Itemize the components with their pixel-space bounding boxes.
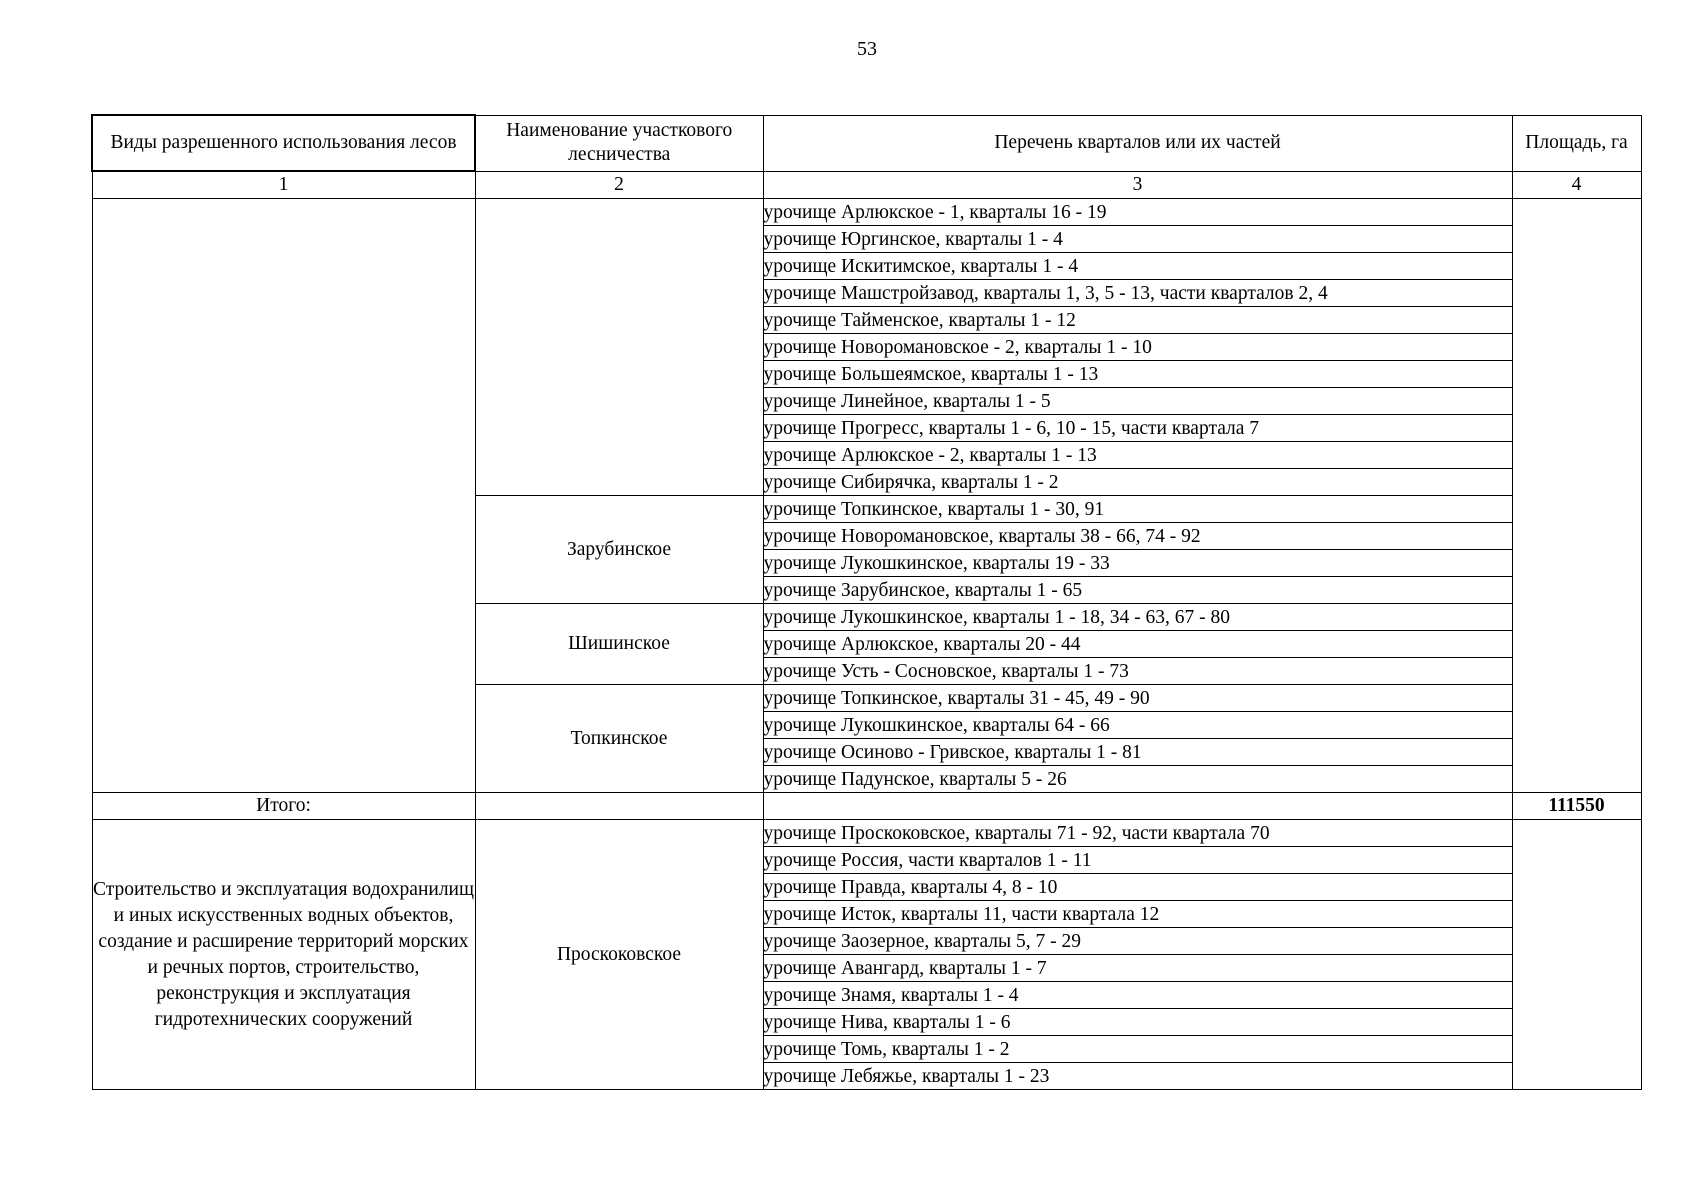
usage-type-cell-empty (92, 199, 475, 793)
quarter-cell: урочище Усть - Сосновское, кварталы 1 - 73 (763, 658, 1512, 685)
total-area-value: 111550 (1512, 793, 1641, 820)
quarter-cell: урочище Новоромановское - 2, кварталы 1 - 10 (763, 334, 1512, 361)
quarter-cell: урочище Нива, кварталы 1 - 6 (763, 1009, 1512, 1036)
quarter-cell: урочище Авангард, кварталы 1 - 7 (763, 955, 1512, 982)
total-label: Итого: (92, 793, 475, 820)
area-cell-empty (1512, 199, 1641, 793)
quarter-cell: урочище Топкинское, кварталы 1 - 30, 91 (763, 496, 1512, 523)
forestry-name-zarubinskoe: Зарубинское (475, 496, 763, 604)
quarter-cell: урочище Тайменское, кварталы 1 - 12 (763, 307, 1512, 334)
quarter-cell: урочище Арлюкское - 2, кварталы 1 - 13 (763, 442, 1512, 469)
column-numbers-row (92, 171, 1641, 199)
usage-type-waterworks: Строительство и эксплуатация водохранилищ и иных искусственных водных объектов, создание и расширение территорий морских и речных портов, строительство, реконструкция и эксплуатация гидротехнических сооружений (92, 820, 475, 1090)
total-forestry-empty (475, 793, 763, 820)
quarter-cell: урочище Новоромановское, кварталы 38 - 66, 74 - 92 (763, 523, 1512, 550)
quarter-cell: урочище Правда, кварталы 4, 8 - 10 (763, 874, 1512, 901)
forest-use-table (91, 114, 1642, 1090)
column-number: 3 (763, 171, 1512, 199)
quarter-cell: урочище Лебяжье, кварталы 1 - 23 (763, 1063, 1512, 1090)
quarter-cell: урочище Проскоковское, кварталы 71 - 92, части квартала 70 (763, 820, 1512, 847)
column-number: 4 (1512, 171, 1641, 199)
page-number: 53 (857, 38, 877, 60)
quarter-cell: урочище Арлюкское - 1, кварталы 16 - 19 (763, 199, 1512, 226)
quarter-cell: урочище Россия, части кварталов 1 - 11 (763, 847, 1512, 874)
column-number: 2 (475, 171, 763, 199)
table-row (92, 820, 1641, 847)
quarter-cell: урочище Топкинское, кварталы 31 - 45, 49 - 90 (763, 685, 1512, 712)
table-row (92, 199, 1641, 226)
quarter-cell: урочище Прогресс, кварталы 1 - 6, 10 - 15, части квартала 7 (763, 415, 1512, 442)
quarter-cell: урочище Юргинское, кварталы 1 - 4 (763, 226, 1512, 253)
quarter-cell: урочище Машстройзавод, кварталы 1, 3, 5 - 13, части кварталов 2, 4 (763, 280, 1512, 307)
forestry-cell-empty (475, 199, 763, 496)
forestry-name-topkinskoe: Топкинское (475, 685, 763, 793)
header-forestry-name: Наименование участкового лесничества (475, 115, 763, 171)
quarter-cell: урочище Исток, кварталы 11, части квартала 12 (763, 901, 1512, 928)
quarter-cell: урочище Зарубинское, кварталы 1 - 65 (763, 577, 1512, 604)
quarter-cell: урочище Осиново - Гривское, кварталы 1 - 81 (763, 739, 1512, 766)
header-usage-type: Виды разрешенного использования лесов (92, 115, 475, 171)
forestry-name-shishinskoe: Шишинское (475, 604, 763, 685)
quarter-cell: урочище Искитимское, кварталы 1 - 4 (763, 253, 1512, 280)
quarter-cell: урочище Томь, кварталы 1 - 2 (763, 1036, 1512, 1063)
quarter-cell: урочище Знамя, кварталы 1 - 4 (763, 982, 1512, 1009)
quarter-cell: урочище Лукошкинское, кварталы 1 - 18, 34 - 63, 67 - 80 (763, 604, 1512, 631)
quarter-cell: урочище Заозерное, кварталы 5, 7 - 29 (763, 928, 1512, 955)
forestry-name-proskokovskoe: Проскоковское (475, 820, 763, 1090)
area-cell-empty (1512, 820, 1641, 1090)
total-row (92, 793, 1641, 820)
quarter-cell: урочище Лукошкинское, кварталы 64 - 66 (763, 712, 1512, 739)
quarter-cell: урочище Падунское, кварталы 5 - 26 (763, 766, 1512, 793)
quarter-cell: урочище Лукошкинское, кварталы 19 - 33 (763, 550, 1512, 577)
header-area: Площадь, га (1512, 115, 1641, 171)
quarter-cell: урочище Линейное, кварталы 1 - 5 (763, 388, 1512, 415)
total-quarters-empty (763, 793, 1512, 820)
column-number: 1 (92, 171, 475, 199)
quarter-cell: урочище Арлюкское, кварталы 20 - 44 (763, 631, 1512, 658)
quarter-cell: урочище Сибирячка, кварталы 1 - 2 (763, 469, 1512, 496)
table-header-row (92, 115, 1641, 171)
header-quarters-list: Перечень кварталов или их частей (763, 115, 1512, 171)
quarter-cell: урочище Большеямское, кварталы 1 - 13 (763, 361, 1512, 388)
